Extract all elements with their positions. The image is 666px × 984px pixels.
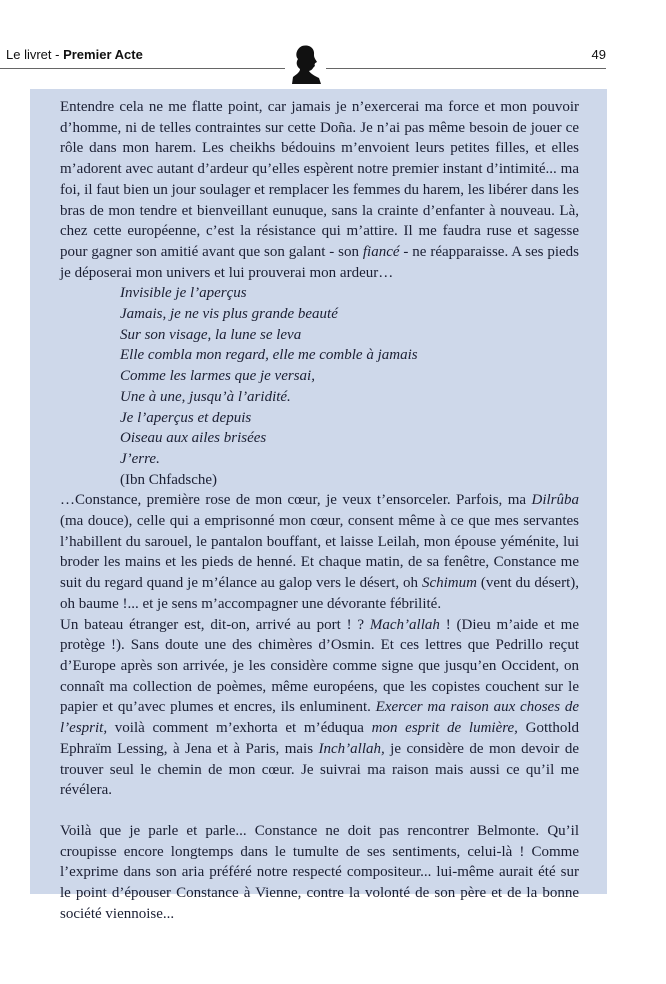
p3-machallah: Mach’allah [369,616,440,633]
poem-line: Elle combla mon regard, elle me comble à jamais [120,347,418,364]
poem-line: Je l’aperçus et depuis [120,409,252,426]
page-header [0,0,666,80]
paragraph-gap [60,801,579,821]
mozart-silhouette-icon [289,44,323,84]
poem-line: Une à une, jusqu’à l’aridité. [120,388,291,405]
p3-e: je considère de mon devoir de trouver seul le chemin de mon cœur. Je suivrai ma raison mais aussi ce qu’il me révélera. [60,740,580,799]
header-rule-right [326,68,606,69]
p3-b: ! (Dieu m’aide et me protège !). Sans doute une des chimères d’Osmin. Et ces lettres que Pedrillo reçut d’Europe après son arrivée, je les considère comme signe que jusqu’en Occident, on connaît ma collection de poèmes, même européens, que les copistes couchent sur le papier et qu’avec plumes et encres, ils enluminent. [60,616,579,716]
paragraph-1 [60,97,579,283]
poem-line: Jamais, je ne vis plus grande beauté [120,306,338,323]
p1-text: Entendre cela ne me flatte point, car jamais je n’exercerai ma force et mon pouvoir d’homme, ni de telles contraintes sur cette Doña. Je n’ai pas même besoin de jouer ce rôle dans mon harem. Les cheikhs bédouins m’envoient leurs petites filles, et elles m’adorent avec autant d’ardeur qu’elles espèrent notre premier instant d’intimité... ma foi, il faut bien un jour soulager et remplacer les femmes du harem, les libérer dans les bras de mon tendre et bienveillant eunuque, sans la crainte d’enfanter à nouveau. Là, chez cette européenne, c’est la résistance qui m’attire. Il me faudra ruse et sagesse pour gagner son amitié avant que son galant - son [60,99,579,260]
page-number: 49 [591,47,606,62]
poem-line: Sur son visage, la lune se leva [120,326,302,343]
text-panel [30,89,607,922]
poem-line: Comme les larmes que je versai, [120,368,315,385]
p3-d: Gotthold Ephraïm Lessing, à Jena et à Paris, mais [60,720,579,757]
running-head [6,47,143,62]
poem-attribution: (Ibn Chfadsche) [120,471,218,488]
header-rule-left [0,68,285,69]
p3-exercer: Exercer ma raison aux choses de l’esprit, [60,699,579,737]
p2-a: …Constance, première rose de mon cœur, je veux t’ensorceler. Parfois, ma [60,492,532,509]
p2-c: (vent du désert), oh baume !... et je sens m’accompagner une dévorante fébrilité. [60,575,579,612]
p1-fiance: fiancé [362,243,400,260]
paragraph-2 [60,490,579,614]
p2-b: (ma douce), celle qui a emprisonné mon cœur, consent même à ce que mes servantes l’habillent du sarouel, le pantalon bouffant, et laisse Leilah, mon épouse yéménite, lui broder les mains et les pieds de henné. Et chaque matin, de sa fenêtre, Constance me suit du regard quand je m’élance au galop vers le désert, oh [60,513,579,592]
running-head-act: Premier Acte [63,47,143,62]
running-head-section: Le livret - [6,47,64,62]
p3-inchallah: Inch’allah, [318,740,385,757]
paragraph-4: Voilà que je parle et parle... Constance ne doit pas rencontrer Belmonte. Qu’il croupisse encore longtemps dans le tumulte de ses sentiments, celui-là ! Comme l’exprime dans son aria préféré notre respecté compositeur... lui-même aurait été sur le point d’épouser Constance à Vienne, contre la volonté de son père et de la bonne société viennoise... [60,822,579,922]
poem-line: J’erre. [120,450,160,467]
p2-schimum: Schimum [421,575,477,592]
p3-esprit: mon esprit de lumière, [371,720,518,737]
p3-c: voilà comment m’exhorta et m’éduqua [107,720,372,737]
poem-line: Invisible je l’aperçus [120,285,247,302]
p1-end: - ne réapparaisse. A ses pieds je déposerai mon univers et lui prouverai mon ardeur… [60,243,579,281]
p3-a: Un bateau étranger est, dit-on, arrivé au port ! ? [60,616,370,633]
poem-line: Oiseau aux ailes brisées [120,430,267,447]
paragraph-3 [60,615,579,801]
p2-dilruba: Dilrûba [531,492,579,509]
